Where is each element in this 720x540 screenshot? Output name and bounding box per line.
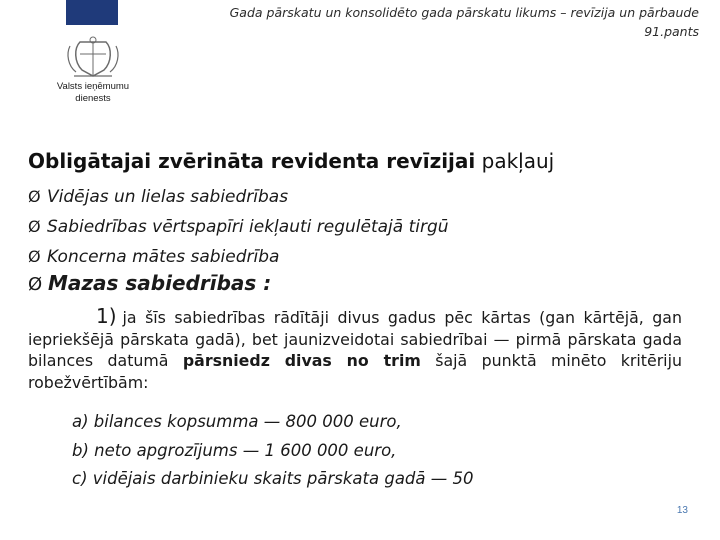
title-bold: Obligātajai zvērināta revidenta revīzijai bbox=[28, 149, 476, 173]
header-law-title: Gada pārskatu un konsolidēto gada pārskatu likums – revīzija un pārbaude bbox=[229, 5, 699, 20]
bullet-item bbox=[28, 212, 449, 242]
paragraph-number: 1) bbox=[96, 304, 117, 328]
paragraph-text-2: šajā punktā minēto kritēriju robežvērtībām: bbox=[28, 351, 682, 392]
bullet-text: Vidējas un lielas sabiedrības bbox=[47, 187, 289, 207]
bullet-text: Sabiedrības vērtspapīri iekļauti regulētajā tirgū bbox=[47, 217, 449, 237]
title-normal: pakļauj bbox=[481, 149, 555, 173]
arrow-bullet-icon: Ø bbox=[28, 187, 41, 206]
eu-flag-logo bbox=[66, 0, 118, 25]
paragraph-text-1: ja šīs sabiedrības rādītāji divus gadus pēc kārtas (gan kārtējā, gan iepriekšējā pārskata gadā), bet jaunizveidotai sabiedrībai — pirmā pārskata gada bilances datumā bbox=[28, 308, 682, 370]
small-companies-heading-text: Mazas sabiedrības : bbox=[48, 271, 272, 295]
criteria-item: b) neto apgrozījums — 1 600 000 euro, bbox=[72, 440, 397, 460]
arrow-bullet-icon: Ø bbox=[28, 274, 43, 295]
criteria-item: c) vidējais darbinieku skaits pārskata gadā — 50 bbox=[72, 469, 474, 488]
criteria-list bbox=[72, 408, 474, 494]
logo-text bbox=[50, 81, 136, 105]
bullet-item bbox=[28, 242, 449, 272]
criteria-paragraph bbox=[28, 306, 682, 393]
logo-line-1: Valsts ieņēmumu bbox=[56, 81, 130, 92]
paragraph-bold: pārsniedz divas no trim bbox=[182, 351, 421, 370]
page-number: 13 bbox=[676, 505, 688, 516]
bullet-list bbox=[28, 182, 449, 272]
arrow-bullet-icon: Ø bbox=[28, 247, 41, 266]
slide-title bbox=[28, 149, 554, 173]
logo-line-2: dienests bbox=[75, 93, 111, 104]
header-article: 91.pants bbox=[644, 24, 699, 39]
criteria-item: a) bilances kopsumma — 800 000 euro, bbox=[72, 412, 402, 431]
small-companies-heading bbox=[28, 271, 271, 295]
coat-of-arms-icon bbox=[64, 36, 122, 80]
arrow-bullet-icon: Ø bbox=[28, 217, 41, 236]
slide-header bbox=[139, 3, 699, 41]
bullet-text: Koncerna mātes sabiedrība bbox=[47, 247, 280, 267]
bullet-item bbox=[28, 182, 449, 212]
